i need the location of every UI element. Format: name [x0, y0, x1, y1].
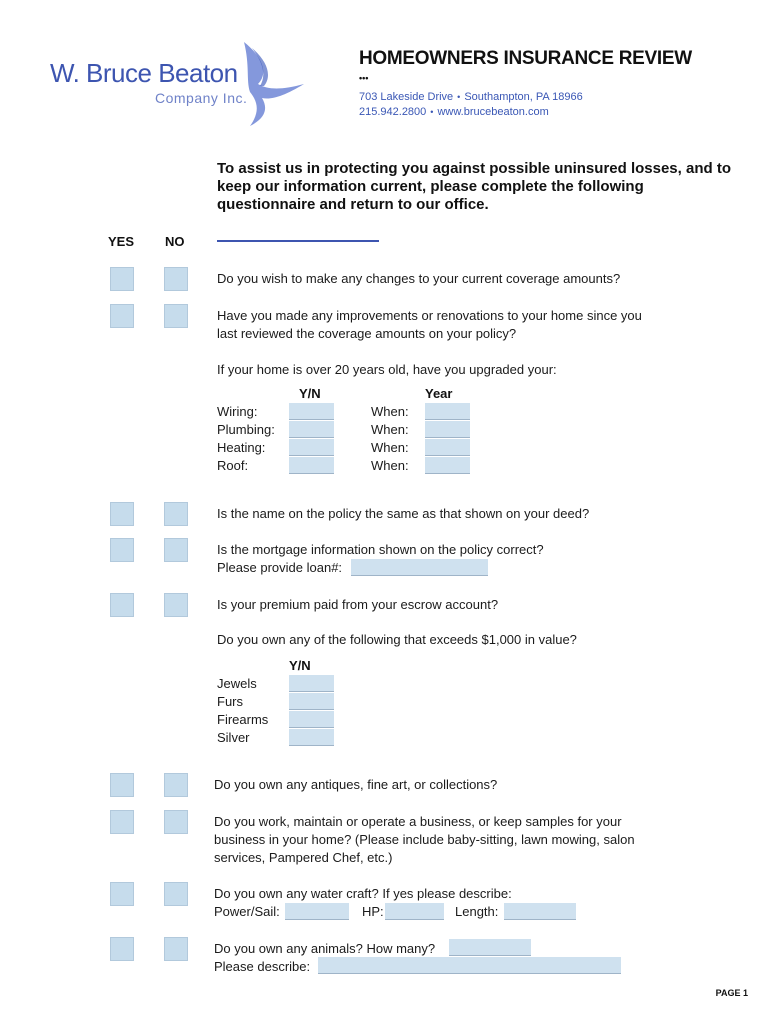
q8-no-checkbox[interactable]	[164, 773, 188, 797]
question-mortgage: Is the mortgage information shown on the policy correct?	[217, 542, 544, 557]
heating-year-field[interactable]	[425, 439, 470, 456]
q8-yes-checkbox[interactable]	[110, 773, 134, 797]
page-number: PAGE 1	[715, 988, 748, 998]
website-link[interactable]: www.brucebeaton.com	[437, 106, 549, 118]
company-subtitle: Company Inc.	[155, 90, 248, 106]
upgrade-label-plumbing: Plumbing:	[217, 422, 275, 437]
yes-column-header: YES	[108, 234, 135, 249]
q6-yes-checkbox[interactable]	[110, 593, 134, 617]
q11-yes-checkbox[interactable]	[110, 937, 134, 961]
q6-no-checkbox[interactable]	[164, 593, 188, 617]
plumbing-year-field[interactable]	[425, 421, 470, 438]
plumbing-yn-field[interactable]	[289, 421, 334, 438]
q9-yes-checkbox[interactable]	[110, 810, 134, 834]
page-title: HOMEOWNERS INSURANCE REVIEW	[359, 48, 692, 69]
wiring-year-field[interactable]	[425, 403, 470, 420]
animal-describe-field[interactable]	[318, 957, 621, 974]
power-sail-field[interactable]	[285, 903, 349, 920]
furs-yn-field[interactable]	[289, 693, 334, 710]
company-logo-mark-icon	[238, 40, 308, 128]
when-label: When:	[371, 404, 409, 419]
heating-yn-field[interactable]	[289, 439, 334, 456]
q4-no-checkbox[interactable]	[164, 502, 188, 526]
title-tag: •••	[359, 73, 369, 83]
roof-year-field[interactable]	[425, 457, 470, 474]
firearms-yn-field[interactable]	[289, 711, 334, 728]
question-improvements-line2: last reviewed the coverage amounts on your policy?	[217, 326, 517, 341]
upgrade-label-roof: Roof:	[217, 458, 249, 473]
hp-label: HP:	[362, 904, 384, 919]
q5-no-checkbox[interactable]	[164, 538, 188, 562]
wiring-yn-field[interactable]	[289, 403, 334, 420]
silver-yn-field[interactable]	[289, 729, 334, 746]
jewels-yn-field[interactable]	[289, 675, 334, 692]
company-name: W. Bruce Beaton	[50, 58, 238, 88]
question-animals: Do you own any animals? How many?	[214, 941, 436, 956]
q1-no-checkbox[interactable]	[164, 267, 188, 291]
question-valuables: Do you own any of the following that exceeds $1,000 in value?	[217, 632, 577, 647]
upgrade-label-wiring: Wiring:	[217, 404, 258, 419]
q2-yes-checkbox[interactable]	[110, 304, 134, 328]
upgrade-label-heating: Heating:	[217, 440, 266, 455]
address-street: 703 Lakeside Drive	[359, 91, 454, 103]
valuables-yn-header: Y/N	[289, 658, 311, 673]
valuable-label-jewels: Jewels	[217, 676, 257, 691]
header-divider	[217, 240, 379, 242]
question-antiques: Do you own any antiques, fine art, or collections?	[214, 777, 498, 792]
when-label: When:	[371, 458, 409, 473]
upgrades-year-header: Year	[425, 386, 453, 401]
question-escrow: Is your premium paid from your escrow account?	[217, 597, 499, 612]
loan-number-field[interactable]	[351, 559, 488, 576]
separator-dot: •	[430, 107, 434, 117]
power-sail-label: Power/Sail:	[214, 904, 280, 919]
animal-count-field[interactable]	[449, 939, 531, 956]
question-improvements-line1: Have you made any improvements or renovations to your home since you	[217, 308, 642, 323]
contact-line	[359, 106, 549, 118]
valuable-label-furs: Furs	[217, 694, 243, 709]
loan-number-label: Please provide loan#:	[217, 560, 343, 575]
length-field[interactable]	[504, 903, 576, 920]
question-coverage-changes: Do you wish to make any changes to your current coverage amounts?	[217, 271, 621, 286]
intro-text: To assist us in protecting you against possible uninsured losses, and to keep our information current, please complete the following questionnaire and return to our office.	[217, 160, 731, 213]
question-policy-name: Is the name on the policy the same as that shown on your deed?	[217, 506, 590, 521]
animal-describe-label: Please describe:	[214, 959, 311, 974]
question-upgrades: If your home is over 20 years old, have you upgraded your:	[217, 362, 557, 377]
when-label: When:	[371, 422, 409, 437]
hp-field[interactable]	[385, 903, 444, 920]
no-column-header: NO	[165, 234, 185, 249]
valuable-label-firearms: Firearms	[217, 712, 269, 727]
q10-yes-checkbox[interactable]	[110, 882, 134, 906]
upgrades-yn-header: Y/N	[299, 386, 321, 401]
when-label: When:	[371, 440, 409, 455]
length-label: Length:	[455, 904, 499, 919]
separator-dot: •	[457, 92, 461, 102]
q5-yes-checkbox[interactable]	[110, 538, 134, 562]
q2-no-checkbox[interactable]	[164, 304, 188, 328]
q9-no-checkbox[interactable]	[164, 810, 188, 834]
q10-no-checkbox[interactable]	[164, 882, 188, 906]
question-business-line1: Do you work, maintain or operate a business, or keep samples for your	[214, 814, 622, 829]
address-line	[359, 91, 583, 103]
question-business-line3: services, Pampered Chef, etc.)	[214, 850, 393, 865]
address-city: Southampton, PA 18966	[464, 91, 583, 103]
q4-yes-checkbox[interactable]	[110, 502, 134, 526]
phone-number: 215.942.2800	[359, 106, 427, 118]
roof-yn-field[interactable]	[289, 457, 334, 474]
question-watercraft: Do you own any water craft? If yes please describe:	[214, 886, 512, 901]
question-business-line2: business in your home? (Please include baby-sitting, lawn mowing, salon	[214, 832, 635, 847]
valuable-label-silver: Silver	[217, 730, 250, 745]
q1-yes-checkbox[interactable]	[110, 267, 134, 291]
q11-no-checkbox[interactable]	[164, 937, 188, 961]
